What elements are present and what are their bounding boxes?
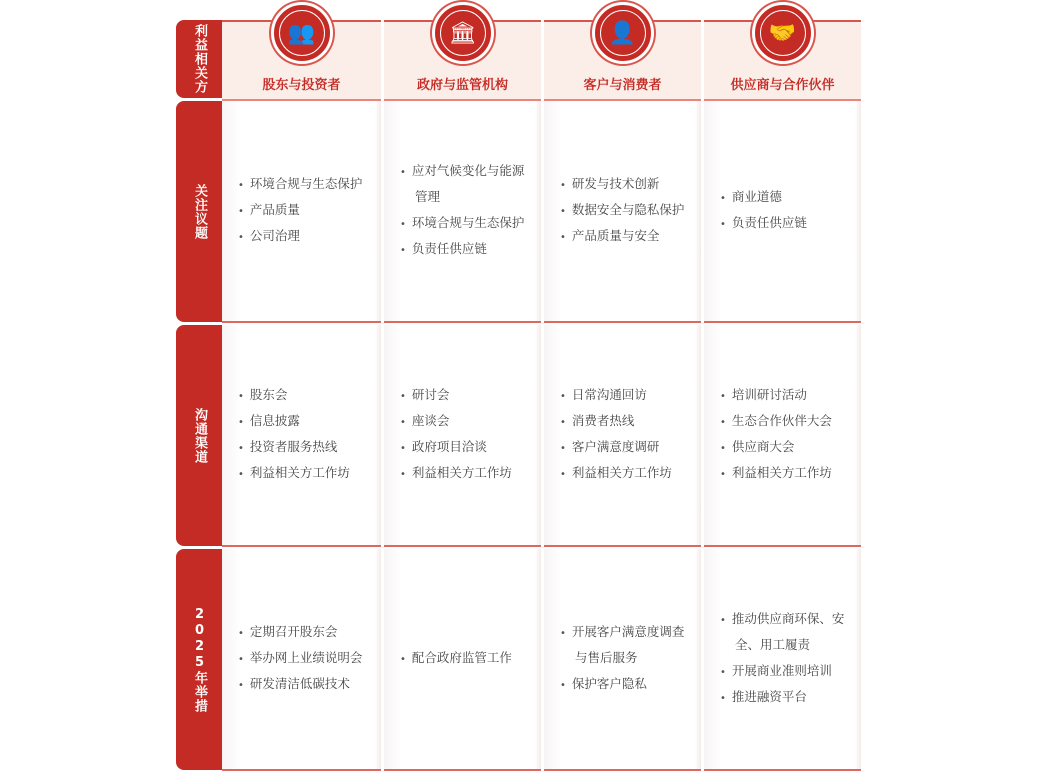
actions-cell — [544, 549, 701, 771]
list-item: • 负责任供应链 — [400, 237, 541, 263]
list-item: • 负责任供应链 — [720, 211, 861, 237]
row-label-stakeholders — [176, 20, 222, 98]
stakeholder-name: 供应商与合作伙伴 — [730, 78, 835, 93]
list-item: • 利益相关方工作坊 — [560, 461, 701, 487]
channels-cell — [544, 325, 701, 547]
handshake-icon: 🤝 — [752, 2, 814, 64]
header-1 — [384, 20, 541, 101]
list-item: • 培训研讨活动 — [720, 383, 861, 409]
list-item: • 配合政府监管工作 — [400, 646, 541, 672]
list-item: • 研讨会 — [400, 383, 541, 409]
channels-cell — [704, 325, 861, 547]
customer-service-icon: 👤 — [592, 2, 654, 64]
list-item: 与售后服务 — [575, 650, 638, 665]
actions-cell — [384, 549, 541, 771]
row-label-actions — [176, 549, 222, 770]
list-item: • 股东会 — [238, 383, 381, 409]
topics-cell — [544, 101, 701, 323]
list-item: • 保护客户隐私 — [560, 672, 701, 698]
list-item: • 公司治理 — [238, 224, 381, 250]
list-item: 管理 — [415, 189, 441, 204]
list-item: • 推动供应商环保、安 — [720, 607, 861, 633]
list-item: • 应对气候变化与能源 — [400, 159, 541, 185]
list-item: • 环境合规与生态保护 — [238, 172, 381, 198]
government-building-icon: 🏛 — [432, 2, 494, 64]
header-0 — [222, 20, 381, 101]
list-item: • 开展商业准则培训 — [720, 659, 861, 685]
globe-people-icon: 👥 — [271, 2, 333, 64]
actions-cell — [222, 549, 381, 771]
list-item: • 客户满意度调研 — [560, 435, 701, 461]
actions-cell — [704, 549, 861, 771]
list-item: • 推进融资平台 — [720, 685, 861, 711]
list-item: • 利益相关方工作坊 — [400, 461, 541, 487]
list-item: • 定期召开股东会 — [238, 620, 381, 646]
list-item: • 产品质量 — [238, 198, 381, 224]
list-item: • 环境合规与生态保护 — [400, 211, 541, 237]
list-item: • 商业道德 — [720, 185, 861, 211]
list-item: • 开展客户满意度调查 — [560, 620, 701, 646]
list-item: • 投资者服务热线 — [238, 435, 381, 461]
list-item: • 信息披露 — [238, 409, 381, 435]
header-2 — [544, 20, 701, 101]
row-label-channels — [176, 325, 222, 546]
stakeholder-name: 股东与投资者 — [262, 78, 341, 93]
channels-cell — [222, 325, 381, 547]
stakeholder-name: 客户与消费者 — [583, 78, 662, 93]
list-item: • 举办网上业绩说明会 — [238, 646, 381, 672]
channels-cell — [384, 325, 541, 547]
list-item: • 消费者热线 — [560, 409, 701, 435]
row-label-topics — [176, 101, 222, 322]
label-text: 关注议题 — [192, 183, 207, 240]
label-text: 沟通渠道 — [192, 407, 207, 464]
list-item: • 数据安全与隐私保护 — [560, 198, 701, 224]
stakeholder-name: 政府与监管机构 — [416, 78, 508, 93]
label-text: 利益相关方 — [192, 24, 207, 94]
list-item: • 政府项目洽谈 — [400, 435, 541, 461]
list-item: • 研发清洁低碳技术 — [238, 672, 381, 698]
list-item: • 产品质量与安全 — [560, 224, 701, 250]
list-item: • 生态合作伙伴大会 — [720, 409, 861, 435]
list-item: • 座谈会 — [400, 409, 541, 435]
topics-cell — [222, 101, 381, 323]
list-item: • 日常沟通回访 — [560, 383, 701, 409]
list-item: • 利益相关方工作坊 — [720, 461, 861, 487]
label-text: 2025年举措 — [192, 606, 207, 713]
topics-cell — [384, 101, 541, 323]
header-3 — [704, 20, 861, 101]
list-item: • 供应商大会 — [720, 435, 861, 461]
list-item: • 研发与技术创新 — [560, 172, 701, 198]
topics-cell — [704, 101, 861, 323]
list-item: 全、用工履责 — [735, 637, 811, 652]
list-item: • 利益相关方工作坊 — [238, 461, 381, 487]
